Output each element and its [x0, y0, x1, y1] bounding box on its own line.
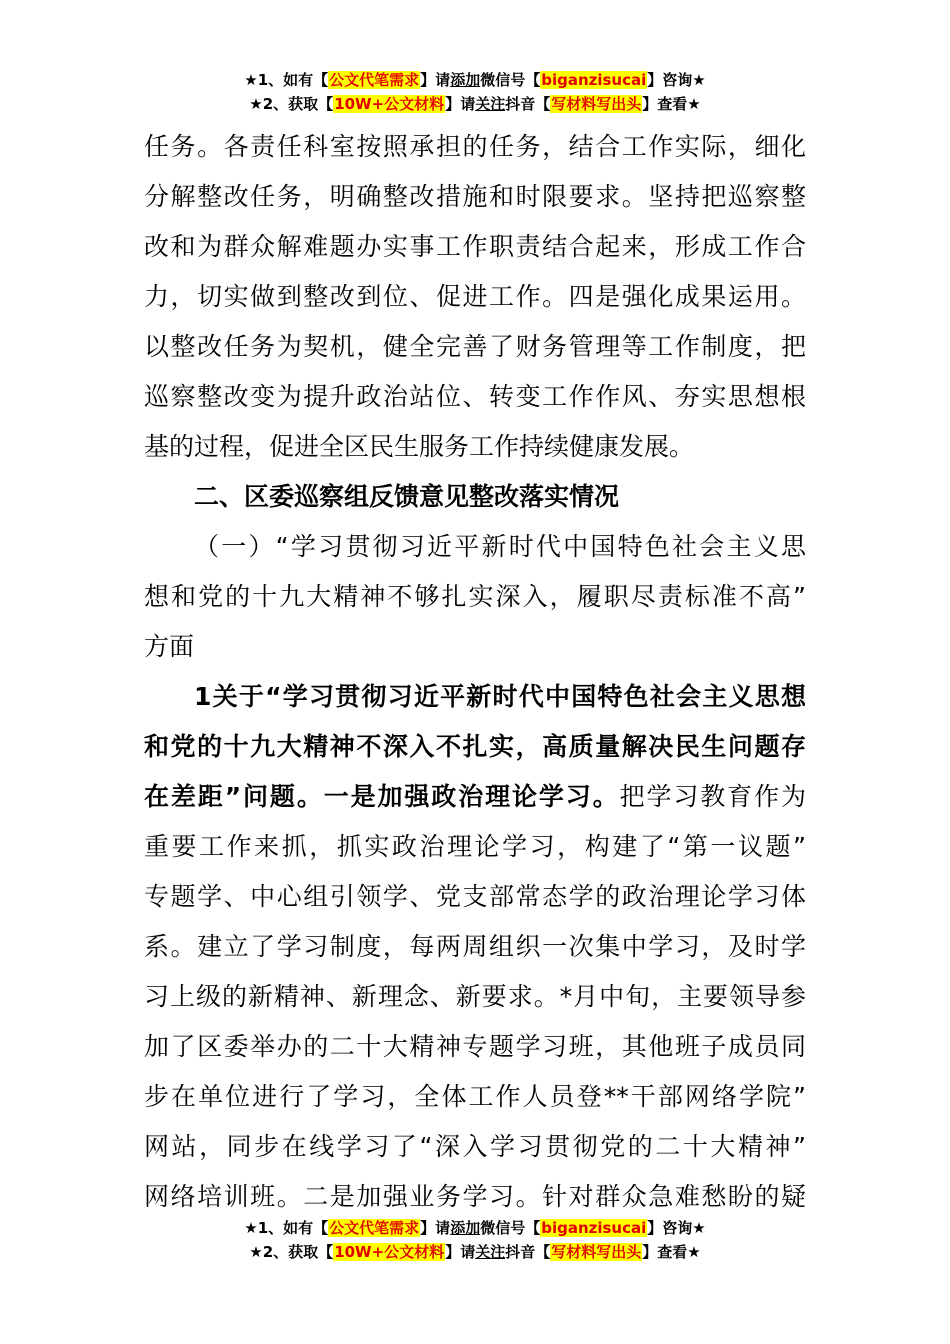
- highlight-ghostwriting: 公文代笔需求: [329, 71, 420, 89]
- body-line: 加了区委举办的二十大精神专题学习班，其他班子成员同: [144, 1032, 806, 1061]
- highlight-wechat-id: biganzisucai: [541, 71, 647, 89]
- item-mixed-line: [144, 772, 806, 822]
- body-line: 系。建立了学习制度，每两周组织一次集中学习，及时学: [144, 932, 806, 961]
- body-line: 力，切实做到整改到位、促进工作。四是强化成果运用。: [144, 282, 806, 311]
- body-line: 以整改任务为契机，健全完善了财务管理等工作制度，把: [144, 332, 806, 361]
- banner-line-1: ★1、如有【公文代笔需求】请添加微信号【biganzisucai】咨询★: [244, 71, 706, 89]
- highlight-materials: 10W+公文材料: [334, 95, 445, 113]
- body-line: 巡察整改变为提升政治站位、转变工作作风、夯实思想根: [144, 382, 806, 411]
- item-heading-line: 1关于“学习贯彻习近平新时代中国特色社会主义思想: [194, 682, 806, 711]
- body-line: 重要工作来抓，抓实政治理论学习，构建了“第一议题”: [144, 832, 806, 861]
- body-line: 专题学、中心组引领学、党支部常态学的政治理论学习体: [144, 882, 806, 911]
- body-line: 基的过程，促进全区民生服务工作持续健康发展。: [144, 432, 695, 461]
- subsection-heading-line: 方面: [144, 632, 195, 661]
- body-line: 步在单位进行了学习，全体工作人员登**干部网络学院”: [144, 1082, 806, 1111]
- body-line: 网络培训班。二是加强业务学习。针对群众急难愁盼的疑: [144, 1182, 806, 1211]
- highlight-douyin: 写材料写出头: [551, 1243, 642, 1261]
- subsection-heading-line: 想和党的十九大精神不够扎实深入，履职尽责标准不高”: [144, 582, 806, 611]
- body-line: 网站，同步在线学习了“深入学习贯彻党的二十大精神”: [144, 1132, 806, 1161]
- item-heading-tail: 在差距”问题。一是加强政治理论学习。: [144, 782, 620, 811]
- banner-line-1: ★1、如有【公文代笔需求】请添加微信号【biganzisucai】咨询★: [244, 1219, 706, 1237]
- highlight-douyin: 写材料写出头: [551, 95, 642, 113]
- bottom-banner: [0, 1216, 950, 1264]
- section-heading: 二、区委巡察组反馈意见整改落实情况: [194, 482, 620, 511]
- body-line: 任务。各责任科室按照承担的任务，结合工作实际，细化: [144, 132, 806, 161]
- document-body: [144, 122, 806, 1222]
- top-banner: [0, 68, 950, 116]
- body-line: 习上级的新精神、新理念、新要求。*月中旬，主要领导参: [144, 982, 806, 1011]
- body-line: 分解整改任务，明确整改措施和时限要求。坚持把巡察整: [144, 182, 806, 211]
- subsection-heading-line: （一）“学习贯彻习近平新时代中国特色社会主义思: [194, 532, 806, 561]
- highlight-wechat-id: biganzisucai: [541, 1219, 647, 1237]
- banner-line-2: ★2、获取【10W+公文材料】请关注抖音【写材料写出头】查看★: [249, 1243, 701, 1261]
- highlight-materials: 10W+公文材料: [334, 1243, 445, 1261]
- item-heading-line: 和党的十九大精神不深入不扎实，高质量解决民生问题存: [144, 732, 806, 761]
- body-line: 改和为群众解难题办实事工作职责结合起来，形成工作合: [144, 232, 806, 261]
- banner-line-2: ★2、获取【10W+公文材料】请关注抖音【写材料写出头】查看★: [249, 95, 701, 113]
- item-body-start: 把学习教育作为: [619, 782, 806, 811]
- highlight-ghostwriting: 公文代笔需求: [329, 1219, 420, 1237]
